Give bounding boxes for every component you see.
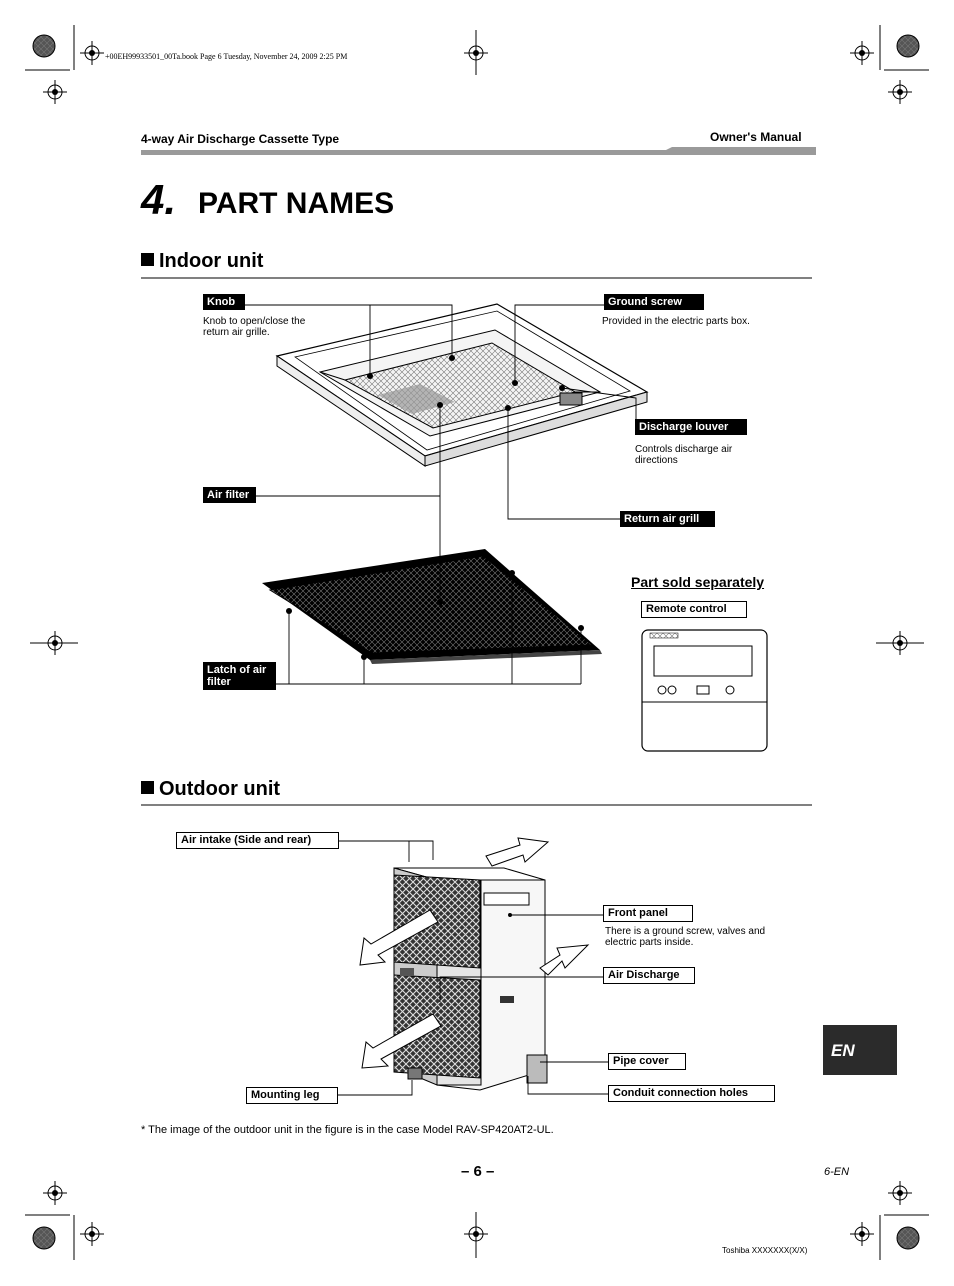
outdoor-unit-illustration [360,838,588,1090]
label-latch: Latch of air filter [203,662,276,690]
label-mounting-leg: Mounting leg [246,1087,338,1104]
print-meta: +00EH99933501_00Ta.book Page 6 Tuesday, November 24, 2009 2:25 PM [105,52,348,61]
label-air-filter: Air filter [203,487,256,503]
header-manual: Owner's Manual [710,130,802,144]
note-knob: Knob to open/close the return air grille. [203,316,306,338]
square-bullet-icon [141,781,154,794]
header-bar [141,147,816,155]
label-air-discharge: Air Discharge [603,967,695,984]
indoor-heading [141,250,263,273]
label-return-air-grill: Return air grill [620,511,715,527]
label-knob: Knob [203,294,245,310]
note-front-panel: There is a ground screw, valves and electric parts inside. [605,926,766,948]
label-air-intake: Air intake (Side and rear) [176,832,339,849]
label-conduit-holes: Conduit connection holes [608,1085,775,1102]
label-ground-screw: Ground screw [604,294,704,310]
label-front-panel: Front panel [603,905,693,922]
indoor-heading-text: Indoor unit [159,250,264,272]
square-bullet-icon [141,253,154,266]
chapter-number: 4. [141,176,177,223]
note-discharge-louver: Controls discharge air directions [635,444,733,466]
label-pipe-cover: Pipe cover [608,1053,686,1070]
outdoor-heading-text: Outdoor unit [159,778,281,800]
language-tab: EN [823,1025,897,1075]
footnote: * The image of the outdoor unit in the figure is in the case Model RAV-SP420AT2-UL. [141,1124,554,1136]
label-remote-control: Remote control [641,601,747,618]
outdoor-heading [141,778,280,801]
remote-control-illustration [642,630,767,751]
page-number: – 6 – [461,1163,495,1180]
header-title: 4-way Air Discharge Cassette Type [141,132,340,146]
part-sold-separately-heading: Part sold separately [631,574,765,590]
page-code: 6-EN [824,1166,850,1178]
indoor-cassette-illustration [277,304,647,466]
chapter-title: PART NAMES [198,187,395,220]
footer-code: Toshiba XXXXXXX(X/X) [722,1246,808,1255]
label-discharge-louver: Discharge louver [635,419,747,435]
air-filter-illustration [262,549,602,664]
note-ground-screw: Provided in the electric parts box. [602,316,750,327]
